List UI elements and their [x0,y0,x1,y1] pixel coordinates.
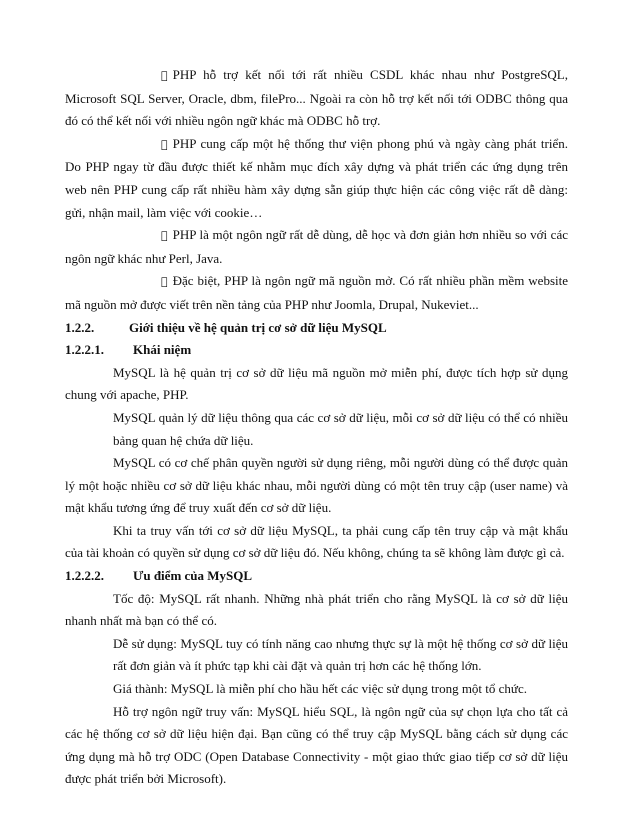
paragraph-ease-of-use: Dễ sử dụng: MySQL tuy có tính năng cao nhưng thực sự là một hệ thống cơ sở dữ liệu rất đơn giản và ít phức tạp khi cài đặt và quản trị hơn các hệ thống lớn. [113,631,568,670]
paragraph-mysql-data-management: MySQL quản lý dữ liệu thông qua các cơ sở dữ liệu, mỗi cơ sở dữ liệu có thể có nhiều bảng quan hệ chứa dữ liệu. [113,405,568,444]
paragraph-price: Giá thành: MySQL là miễn phí cho hầu hết các việc sử dụng trong một tổ chức. [113,677,527,693]
checkbox-bullet-icon [113,271,168,294]
bullet-paragraph-open-source: Đặc biệt, PHP là ngôn ngữ mã nguồn mở. Có rất nhiều phần mềm website mã nguồn mở được viết trên nền tảng của PHP như Joomla, Drupal, Nukeviet... [65,270,568,308]
section-heading-1-2-2: 1.2.2. Giới thiệu về hệ quản trị cơ sở dữ liệu MySQL [65,315,387,331]
paragraph-mysql-permissions: MySQL có cơ chế phân quyền người sử dụng riêng, mỗi người dùng có thể được quản lý một hoặc nhiều cơ sở dữ liệu khác nhau, mỗi người dùng có một tên truy cập (user name) và mật khẩu tương ứng để truy xuất đến cơ sở dữ liệu. [65,451,568,512]
paragraph-mysql-definition: MySQL là hệ quản trị cơ sở dữ liệu mã nguồn mở miễn phí, được tích hợp sử dụng chung với apache, PHP. [65,360,568,399]
section-heading-1-2-2-2: 1.2.2.2. Ưu điểm của MySQL [65,564,253,580]
bullet-paragraph-library: PHP cung cấp một hệ thống thư viện phong phú và ngày càng phát triển. Do PHP ngay từ đầu được thiết kế nhằm mục đích xây dựng và phát triển các ứng dụng trên web nên PHP cung cấp rất nhiều hàm xây dựng sẵn giúp thực hiện các công việc rất dễ dàng: gửi, nhận mail, làm việc với cookie… [65,134,568,218]
paragraph-query-language: Hỗ trợ ngôn ngữ truy vấn: MySQL hiểu SQL, là ngôn ngữ của sự chọn lựa cho tất cả các hệ thống cơ sở dữ liệu hiện đại. Bạn cũng có thể truy cập MySQL bằng cách sử dụng các ứng dụng mà hỗ trợ ODC (Open Database Connectivity - một giao thức giao tiếp cơ sở dữ liệu được phát triển bởi Microsoft). [65,699,568,783]
checkbox-bullet-icon [113,134,168,157]
document-body [65,64,568,791]
checkbox-bullet-icon [113,65,168,88]
bullet-paragraph-db-support: PHP hỗ trợ kết nối tới rất nhiều CSDL khác nhau như PostgreSQL, Microsoft SQL Server, Oracle, dbm, filePro... Ngoài ra còn hỗ trợ kết nối tới ODBC thông qua đó có thể kết nối với nhiều ngôn ngữ khác mà ODBC hỗ trợ. [65,67,568,128]
checkbox-bullet-icon [113,225,168,248]
paragraph-mysql-query-access: Khi ta truy vấn tới cơ sở dữ liệu MySQL, ta phải cung cấp tên truy cập và mật khẩu của tài khoản có quyền sử dụng cơ sở dữ liệu đó. Nếu không, chúng ta sẽ không làm được gì cả. [65,518,568,557]
section-heading-1-2-2-1: 1.2.2.1. Khái niệm [65,338,192,354]
bullet-paragraph-easy: PHP là một ngôn ngữ rất dễ dùng, dễ học và đơn giản hơn nhiều so với các ngôn ngữ khác như Perl, Java. [65,225,568,263]
paragraph-speed: Tốc độ: MySQL rất nhanh. Những nhà phát triển cho rằng MySQL là cơ sở dữ liệu nhanh nhất mà bạn có thể có. [65,586,568,625]
